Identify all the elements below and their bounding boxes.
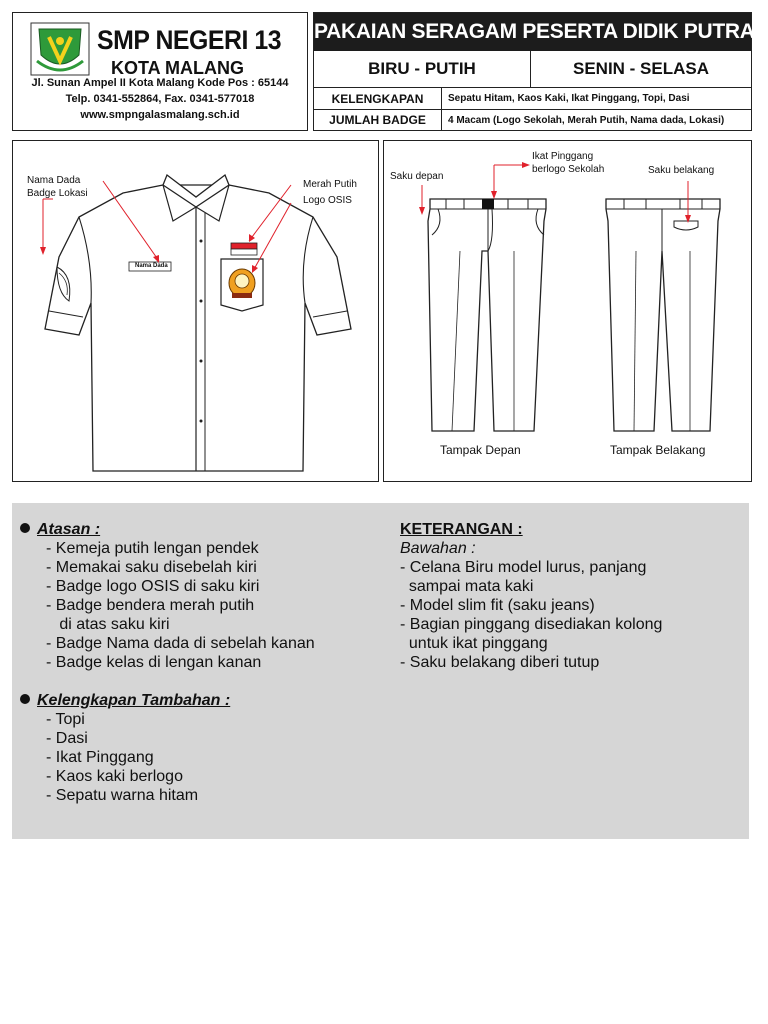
list-item: - Kemeja putih lengan pendek [46,540,259,557]
list-item: - Badge bendera merah putih [46,597,255,614]
atasan-heading: Atasan : [37,521,101,538]
uniform-days: SENIN - SELASA [531,51,751,88]
tambahan-list [20,710,400,805]
school-name: SMP NEGERI 13 [97,25,282,55]
list-item: - Saku belakang diberi tutup [400,654,600,671]
notes-left [20,520,400,805]
label-ikat-pinggang-2: berlogo Sekolah [532,164,605,175]
notes-section [12,503,749,839]
list-item: - Bagian pinggang disediakan kolong [400,616,663,633]
list-item: - Dasi [46,730,88,747]
uniform-info-table [313,12,755,131]
list-item: - Sepatu warna hitam [46,787,199,804]
list-item: - Celana Biru model lurus, panjang [400,559,647,576]
school-city: KOTA MALANG [111,58,244,78]
name-tag-text: Nama Dada [135,263,168,269]
pants-drawing [384,141,751,481]
list-item: - Kaos kaki berlogo [46,768,183,785]
bullet-icon [20,523,30,533]
uniform-color: BIRU - PUTIH [314,51,531,88]
badge-count-label: JUMLAH BADGE [314,110,442,130]
school-address: Jl. Sunan Ampel II Kota Malang Kode Pos : 65144 [31,77,289,89]
document-title: PAKAIAN SERAGAM PESERTA DIDIK PUTRA [314,13,751,51]
notes-right [400,520,745,672]
caption-front-view: Tampak Depan [440,443,521,457]
list-item: di atas saku kiri [46,616,170,633]
label-merah-putih: Merah Putih [303,179,357,190]
label-saku-belakang: Saku belakang [648,165,715,176]
kelengkapan-label: KELENGKAPAN [314,88,442,110]
label-ikat-pinggang-1: Ikat Pinggang [532,151,594,162]
list-item: sampai mata kaki [400,578,534,595]
caption-back-view: Tampak Belakang [610,443,706,457]
list-item: - Topi [46,711,85,728]
list-item: - Badge Nama dada di sebelah kanan [46,635,315,652]
list-item: - Badge kelas di lengan kanan [46,654,262,671]
bawahan-heading: Bawahan : [400,540,476,557]
label-saku-depan: Saku depan [390,171,444,182]
label-badge-lokasi: Badge Lokasi [27,188,88,199]
badge-count-value: 4 Macam (Logo Sekolah, Merah Putih, Nama dada, Lokasi) [448,114,725,126]
school-header [12,12,308,131]
school-emblem-icon [29,21,91,77]
bullet-icon [20,694,30,704]
kelengkapan-value: Sepatu Hitam, Kaos Kaki, Ikat Pinggang, Topi, Dasi [442,88,751,110]
tambahan-heading: Kelengkapan Tambahan : [37,692,231,709]
atasan-list [20,539,400,672]
list-item: - Ikat Pinggang [46,749,154,766]
school-phone: Telp. 0341-552864, Fax. 0341-577018 [65,93,255,105]
list-item: - Model slim fit (saku jeans) [400,597,595,614]
shirt-illustration-panel [12,140,379,482]
bawahan-list [400,558,745,672]
label-logo-osis: Logo OSIS [303,195,352,206]
tambahan-heading-row [20,691,400,710]
keterangan-heading: KETERANGAN : [400,521,523,538]
list-item: - Badge logo OSIS di saku kiri [46,578,260,595]
list-item: untuk ikat pinggang [400,635,548,652]
atasan-heading-row [20,520,400,539]
list-item: - Memakai saku disebelah kiri [46,559,257,576]
school-website: www.smpngalasmalang.sch.id [80,109,240,121]
pants-illustration-panel [383,140,752,482]
label-nama-dada: Nama Dada [27,175,81,186]
